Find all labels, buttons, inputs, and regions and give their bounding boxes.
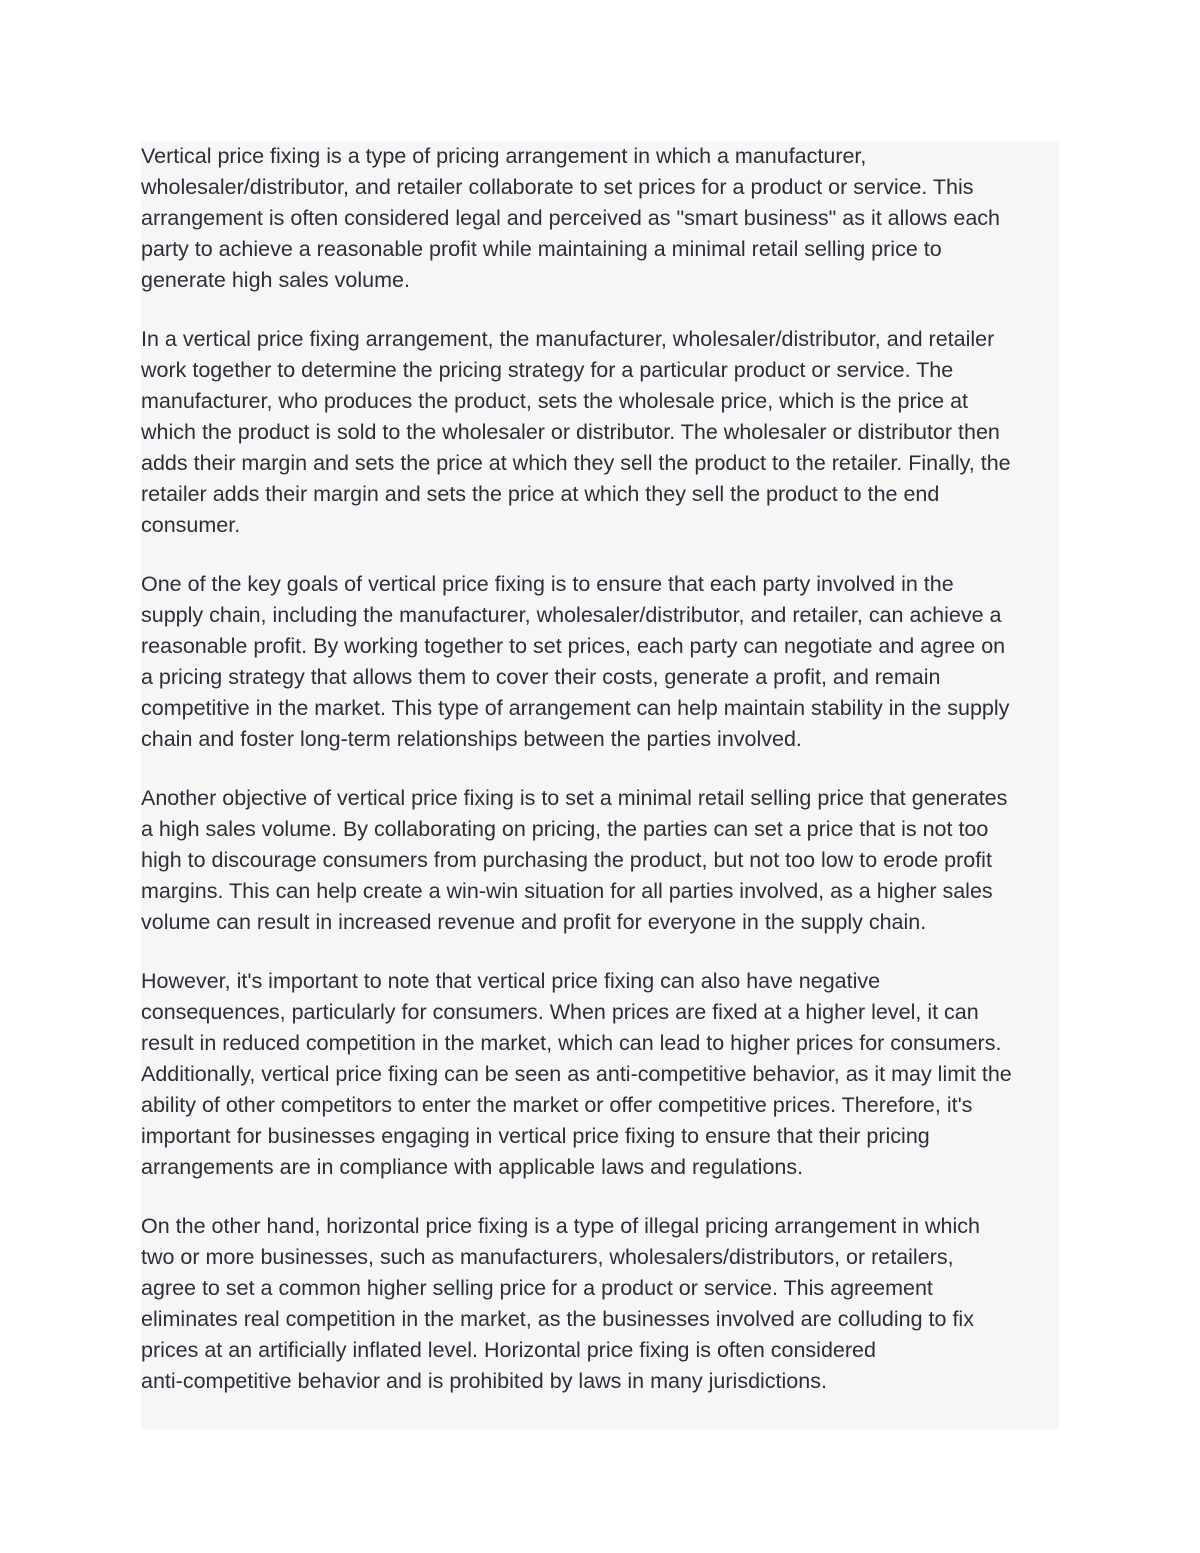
text-line: Additionally, vertical price fixing can be seen as anti-competitive behavior, as it may limit the	[141, 1062, 1012, 1086]
text-line: volume can result in increased revenue and profit for everyone in the supply chain.	[141, 910, 927, 934]
paragraph-horizontal-price-fixing	[141, 1211, 1059, 1397]
paragraph-negative-consequences	[141, 966, 1059, 1183]
text-line: supply chain, including the manufacturer, wholesaler/distributor, and retailer, can achieve a	[141, 603, 1002, 627]
text-line: However, it's important to note that vertical price fixing can also have negative	[141, 969, 881, 993]
text-line: Vertical price fixing is a type of pricing arrangement in which a manufacturer,	[141, 144, 867, 168]
paragraph-arrangement-process	[141, 324, 1059, 541]
text-line: a high sales volume. By collaborating on pricing, the parties can set a price that is not too	[141, 817, 989, 841]
text-line: anti-competitive behavior and is prohibited by laws in many jurisdictions.	[141, 1369, 827, 1393]
text-line: In a vertical price fixing arrangement, the manufacturer, wholesaler/distributor, and retailer	[141, 327, 995, 351]
text-line: One of the key goals of vertical price fixing is to ensure that each party involved in the	[141, 572, 954, 596]
text-line: consequences, particularly for consumers. When prices are fixed at a higher level, it can	[141, 1000, 979, 1024]
text-line: arrangement is often considered legal and perceived as "smart business" as it allows each	[141, 206, 1001, 230]
text-line: adds their margin and sets the price at which they sell the product to the retailer. Finally, the	[141, 451, 1011, 475]
text-line: eliminates real competition in the market, as the businesses involved are colluding to fix	[141, 1307, 974, 1331]
document-body	[141, 141, 1059, 1429]
text-line: chain and foster long-term relationships between the parties involved.	[141, 727, 802, 751]
text-line: On the other hand, horizontal price fixing is a type of illegal pricing arrangement in which	[141, 1214, 980, 1238]
text-line: margins. This can help create a win-win situation for all parties involved, as a higher sales	[141, 879, 993, 903]
text-line: high to discourage consumers from purchasing the product, but not too low to erode profit	[141, 848, 992, 872]
paragraph-vertical-price-fixing-definition	[141, 141, 1059, 296]
text-line: agree to set a common higher selling price for a product or service. This agreement	[141, 1276, 933, 1300]
text-line: result in reduced competition in the market, which can lead to higher prices for consumers.	[141, 1031, 1002, 1055]
text-line: ability of other competitors to enter the market or offer competitive prices. Therefore, it's	[141, 1093, 973, 1117]
text-line: prices at an artificially inflated level. Horizontal price fixing is often considered	[141, 1338, 876, 1362]
text-line: wholesaler/distributor, and retailer collaborate to set prices for a product or service. This	[141, 175, 974, 199]
text-line: manufacturer, who produces the product, sets the wholesale price, which is the price at	[141, 389, 968, 413]
paragraph-another-objective	[141, 783, 1059, 938]
text-line: arrangements are in compliance with applicable laws and regulations.	[141, 1155, 804, 1179]
text-line: retailer adds their margin and sets the price at which they sell the product to the end	[141, 482, 940, 506]
text-line: important for businesses engaging in vertical price fixing to ensure that their pricing	[141, 1124, 930, 1148]
text-line: competitive in the market. This type of arrangement can help maintain stability in the supply	[141, 696, 1010, 720]
text-line: Another objective of vertical price fixing is to set a minimal retail selling price that generates	[141, 786, 1008, 810]
text-line: work together to determine the pricing strategy for a particular product or service. The	[141, 358, 954, 382]
paragraph-key-goals	[141, 569, 1059, 755]
text-line: which the product is sold to the wholesaler or distributor. The wholesaler or distributor then	[141, 420, 1000, 444]
text-line: generate high sales volume.	[141, 268, 410, 292]
text-line: party to achieve a reasonable profit while maintaining a minimal retail selling price to	[141, 237, 942, 261]
text-line: consumer.	[141, 513, 241, 537]
text-line: reasonable profit. By working together to set prices, each party can negotiate and agree on	[141, 634, 1006, 658]
text-line: two or more businesses, such as manufacturers, wholesalers/distributors, or retailers,	[141, 1245, 954, 1269]
text-line: a pricing strategy that allows them to cover their costs, generate a profit, and remain	[141, 665, 941, 689]
